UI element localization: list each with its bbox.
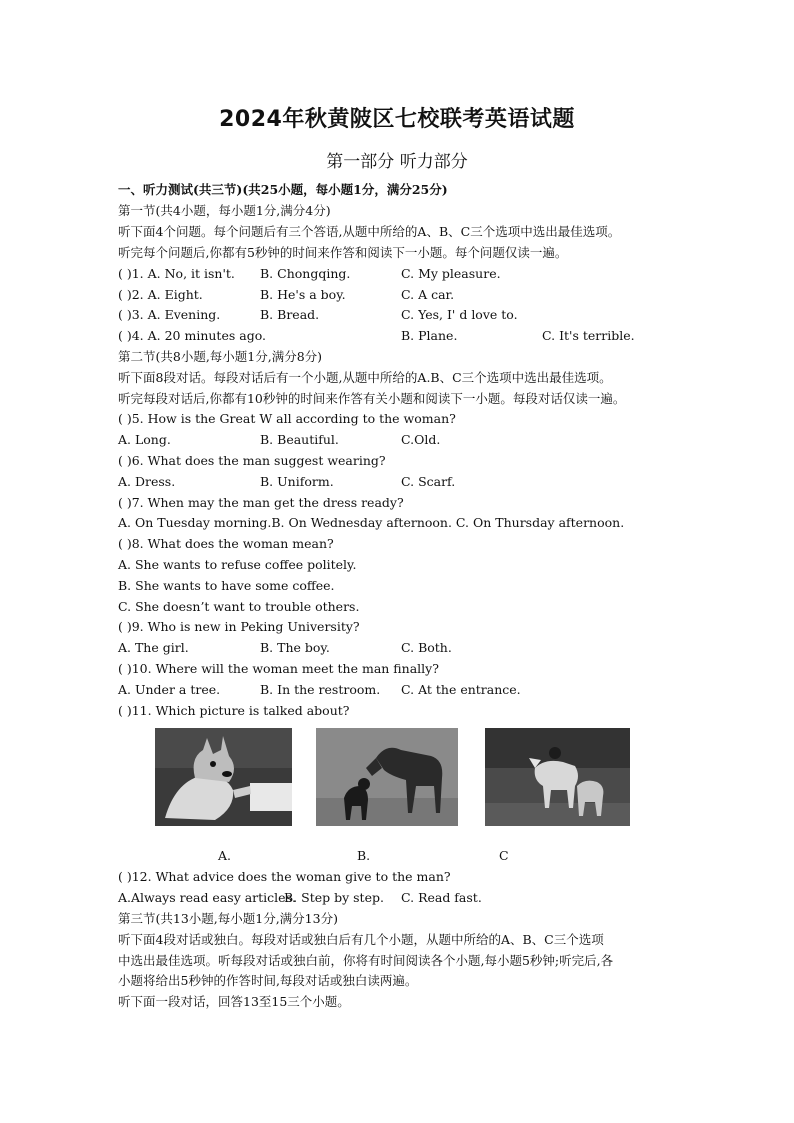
s3-instruction-1: 听下面4段对话或独白。每段对话或独白后有几个小题，从题中所给的A、B、C三个选项 (118, 932, 604, 947)
picture-b-horse-and-dog (316, 728, 458, 826)
q10-stem: ( )10. Where will the woman meet the man finally? (118, 661, 439, 676)
q1-option-a: ( )1. A. No, it isn't. (118, 266, 235, 281)
q2-option-b: B. He's a boy. (260, 287, 346, 302)
q12-option-a: A.Always read easy articles. (118, 890, 296, 905)
s3-instruction-2: 中选出最佳选项。听每段对话或独白前，你将有时间阅读各个小题,每小题5秒钟;听完后,各 (118, 953, 614, 968)
s3-heading: 第三节(共13小题,每小题1分,满分13分) (118, 911, 338, 926)
page-title: 2024年秋黄陂区七校联考英语试题 (219, 107, 575, 132)
part-subtitle: 第一部分 听力部分 (326, 152, 468, 172)
picture-c-goats (485, 728, 630, 826)
q6-stem: ( )6. What does the man suggest wearing? (118, 453, 386, 468)
q10-option-a: A. Under a tree. (118, 682, 221, 697)
q1-option-c: C. My pleasure. (401, 266, 501, 281)
q8-stem: ( )8. What does the woman mean? (118, 536, 334, 551)
q8-option-c: C. She doesn’t want to trouble others. (118, 599, 360, 614)
q6-option-a: A. Dress. (118, 474, 176, 489)
q10-option-b: B. In the restroom. (260, 682, 381, 697)
q8-option-a: A. She wants to refuse coffee politely. (118, 557, 357, 572)
s2-heading: 第二节(共8小题,每小题1分,满分8分) (118, 349, 323, 364)
s2-instruction-2: 听完每段对话后,你都有10秒钟的时间来作答有关小题和阅读下一小题。每段对话仅读一遍。 (118, 391, 626, 406)
q12-option-b: B. Step by step. (284, 890, 384, 905)
q3-option-b: B. Bread. (260, 307, 320, 322)
q2-option-c: C. A car. (401, 287, 455, 302)
q9-option-a: A. The girl. (118, 640, 189, 655)
q5-option-a: A. Long. (118, 432, 171, 447)
q9-option-c: C. Both. (401, 640, 452, 655)
q3-option-c: C. Yes, I' d love to. (401, 307, 518, 322)
q6-option-b: B. Uniform. (260, 474, 334, 489)
q10-option-c: C. At the entrance. (401, 682, 521, 697)
q3-option-a: ( )3. A. Evening. (118, 307, 221, 322)
q12-option-c: C. Read fast. (401, 890, 482, 905)
picture-c-label: C (499, 848, 509, 863)
q8-option-b: B. She wants to have some coffee. (118, 578, 335, 593)
q5-option-b: B. Beautiful. (260, 432, 339, 447)
q9-option-b: B. The boy. (260, 640, 330, 655)
q5-stem: ( )5. How is the Great W all according to the woman? (118, 411, 456, 426)
s3-instruction-4: 听下面一段对话，回答13至15三个小题。 (118, 994, 350, 1009)
q7-stem: ( )7. When may the man get the dress ready? (118, 495, 404, 510)
q11-stem: ( )11. Which picture is talked about? (118, 703, 350, 718)
picture-b-label: B. (357, 848, 371, 863)
q1-option-b: B. Chongqing. (260, 266, 351, 281)
s2-instruction-1: 听下面8段对话。每段对话后有一个小题,从题中所给的A.B、C三个选项中选出最佳选项。 (118, 370, 612, 385)
q2-option-a: ( )2. A. Eight. (118, 287, 203, 302)
s1-instruction-1: 听下面4个问题。每个问题后有三个答语,从题中所给的A、B、C三个选项中选出最佳选项。 (118, 224, 621, 239)
s3-instruction-3: 小题将给出5秒钟的作答时间,每段对话或独白读两遍。 (118, 973, 418, 988)
q4-option-b: B. Plane. (401, 328, 458, 343)
q9-stem: ( )9. Who is new in Peking University? (118, 619, 360, 634)
s1-instruction-2: 听完每个问题后,你都有5秒钟的时间来作答和阅读下一小题。每个问题仅读一遍。 (118, 245, 568, 260)
picture-a-label: A. (218, 848, 232, 863)
section-header: 一、听力测试(共三节)(共25小题，每小题1分，满分25分) (118, 182, 448, 197)
q7-options: A. On Tuesday morning.B. On Wednesday afternoon. C. On Thursday afternoon. (118, 515, 625, 530)
q12-stem: ( )12. What advice does the woman give to the man? (118, 869, 451, 884)
q4-option-a: ( )4. A. 20 minutes ago. (118, 328, 266, 343)
q5-option-c: C.Old. (401, 432, 441, 447)
q6-option-c: C. Scarf. (401, 474, 456, 489)
picture-a-dog-high-five (155, 728, 292, 826)
s1-heading: 第一节(共4小题，每小题1分,满分4分) (118, 203, 331, 218)
q4-option-c: C. It's terrible. (542, 328, 635, 343)
